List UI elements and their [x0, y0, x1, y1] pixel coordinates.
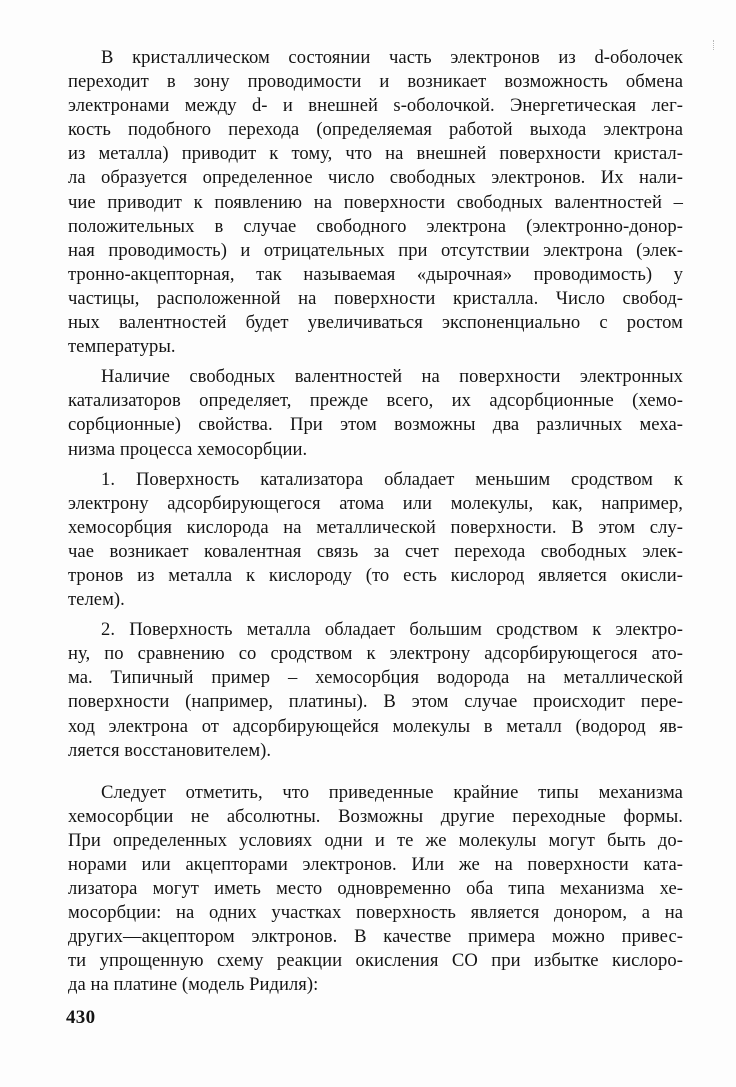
text-line: ход электрона от адсорбирующейся молекулы в металл (водород яв-: [68, 715, 683, 737]
text-line: ну, по сравнению со сродством к электрону адсорбирующегося ато-: [68, 643, 683, 665]
paragraph-2: [68, 365, 683, 461]
text-line: чае возникает ковалентная связь за счет перехода свободных элек-: [68, 540, 683, 562]
text-line: электрону адсорбирующегося атома или молекулы, как, например,: [68, 492, 683, 514]
text-line: хемосорбции не абсолютны. Возможны другие переходные формы.: [68, 805, 683, 827]
text-line: поверхности (например, платины). В этом случае происходит пере-: [68, 691, 683, 713]
page-number: 430: [66, 1007, 96, 1028]
text-line: из металла) приводит к тому, что на внешней поверхности кристал-: [68, 143, 683, 165]
text-line: кость подобного перехода (определяемая работой выхода электрона: [68, 119, 683, 141]
text-line: ляется восстановителем).: [68, 739, 272, 761]
text-line: частицы, расположенной на поверхности кристалла. Число свобод-: [68, 287, 683, 309]
text-line: ных валентностей будет увеличиваться экспоненциально с ростом: [68, 312, 683, 334]
scan-artifact: [713, 40, 716, 50]
text-line: В кристаллическом состоянии часть электронов из d-оболочек: [101, 47, 683, 68]
text-line: катализаторов определяет, прежде всего, их адсорбционные (хемо-: [68, 390, 683, 412]
text-line: лизатора могут иметь место одновременно оба типа механизма хе-: [68, 878, 683, 900]
text-line: переходит в зону проводимости и возникает возможность обмена: [68, 71, 683, 93]
body-text: [68, 46, 683, 998]
text-line: тронов из металла к кислороду (то есть кислород является окисли-: [68, 564, 683, 586]
paragraph-3: [68, 468, 683, 613]
text-line: ма. Типичный пример – хемосорбция водорода на металлической: [68, 667, 683, 689]
text-line: норами или акцепторами электронов. Или же на поверхности ката-: [68, 854, 683, 875]
text-line: Наличие свободных валентностей на поверхности электронных: [101, 366, 683, 388]
text-line: низма процесса хемосорбции.: [68, 438, 308, 460]
text-line: 2. Поверхность металла обладает большим сродством к электро-: [101, 619, 683, 641]
text-line: ти упрощенную схему реакции окисления СО при избытке кислоро-: [68, 950, 683, 972]
text-line: телем).: [68, 589, 125, 611]
text-line: положительных в случае свободного электрона (электронно-донор-: [68, 215, 683, 237]
text-line: 1. Поверхность катализатора обладает меньшим сродством к: [101, 468, 683, 490]
text-line: да на платине (модель Ридиля):: [68, 974, 319, 996]
text-line: При определенных условиях одни и те же молекулы могут быть до-: [68, 829, 683, 851]
text-line: сорбционные) свойства. При этом возможны два различных меха-: [68, 414, 683, 436]
text-line: Следует отметить, что приведенные крайние типы механизма: [101, 781, 683, 803]
text-line: других—акцептором элктронов. В качестве примера можно привес-: [68, 926, 683, 948]
paragraph-4: [68, 618, 683, 763]
text-line: температуры.: [68, 336, 176, 358]
text-line: чие приводит к появлению на поверхности свободных валентностей –: [68, 191, 683, 213]
text-line: электронами между d- и внешней s-оболочкой. Энергетическая лег-: [68, 95, 683, 117]
paragraph-5: [68, 781, 683, 998]
text-line: хемосорбция кислорода на металлической поверхности. В этом слу-: [68, 516, 683, 538]
paragraph-1: [68, 46, 683, 359]
text-line: ла образуется определенное число свободных электронов. Их нали-: [68, 167, 683, 189]
text-line: ная проводимость) и отрицательных при отсутствии электрона (элек-: [68, 239, 683, 261]
text-line: тронно-акцепторная, так называемая «дырочная» проводимость) у: [68, 263, 683, 285]
text-line: мосорбции: на одних участках поверхность является донором, а на: [68, 902, 683, 924]
